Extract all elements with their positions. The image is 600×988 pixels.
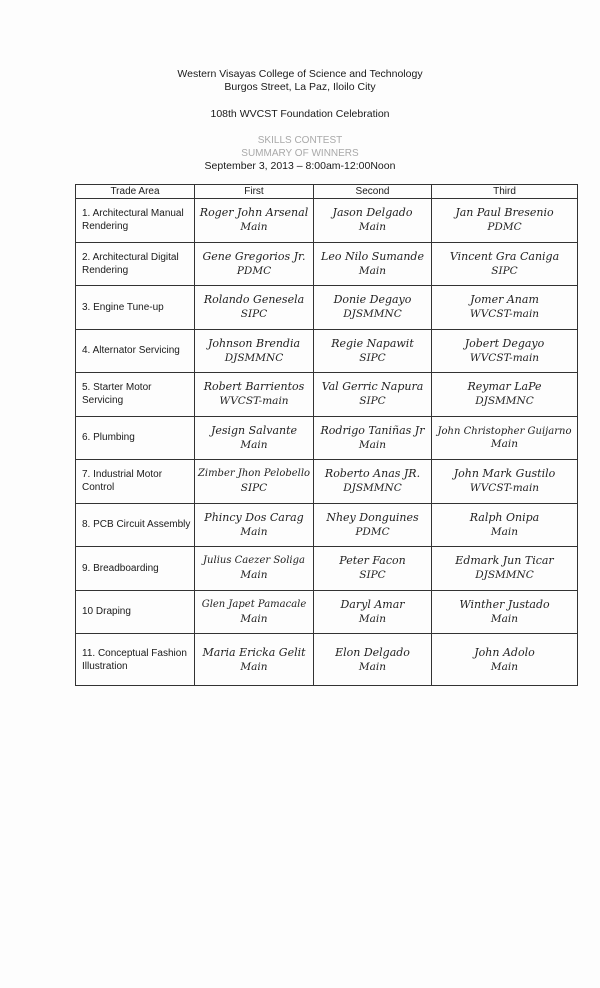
first-place-cell — [195, 373, 314, 417]
table-row — [76, 634, 578, 686]
first-place-cell — [195, 329, 314, 373]
winner-school: SIPC — [240, 308, 268, 321]
table-row — [76, 547, 578, 591]
table-row — [76, 329, 578, 373]
institution-address: Burgos Street, La Paz, Iloilo City — [224, 81, 376, 93]
winner-name: Jan Paul Bresenio — [455, 206, 554, 220]
winner-name: Roberto Anas JR. — [324, 467, 421, 481]
second-place-cell — [314, 634, 432, 686]
winner-school: SIPC — [359, 569, 386, 582]
winner-name: Ralph Onipa — [469, 510, 540, 524]
second-place-cell — [314, 503, 432, 547]
winner-name: Roger John Arsenal — [199, 206, 309, 220]
table-row — [76, 416, 578, 460]
first-place-cell — [195, 503, 314, 547]
winner-school: Main — [240, 612, 268, 625]
third-place-cell — [432, 547, 578, 591]
third-place-cell — [432, 242, 578, 286]
second-place-cell — [314, 373, 432, 417]
winner-name: Robert Barrientos — [203, 380, 305, 394]
winner-name: Zimber Jhon Pelobello — [197, 468, 311, 480]
trade-area-cell: 6. Plumbing — [76, 416, 195, 460]
winner-school: Main — [358, 612, 387, 625]
winner-school: DJSMMNC — [224, 351, 284, 364]
second-place-cell — [314, 286, 432, 330]
winner-school: Main — [490, 612, 519, 625]
winner-name: Winther Justado — [459, 597, 550, 611]
winner-name: Jobert Degayo — [464, 336, 545, 350]
summary-title: SUMMARY OF WINNERS — [241, 148, 359, 159]
winner-school: Main — [240, 438, 268, 451]
third-place-cell — [432, 373, 578, 417]
winner-name: Nhey Donguines — [326, 510, 419, 524]
winner-name: John Mark Gustilo — [453, 467, 556, 481]
winner-school: Main — [240, 569, 268, 582]
winner-school: WVCST-main — [469, 351, 540, 364]
winner-name: Reymar LaPe — [467, 380, 542, 394]
third-place-cell — [432, 634, 578, 686]
second-place-cell — [314, 590, 432, 634]
winner-school: Main — [490, 437, 519, 450]
winner-name: Regie Napawit — [331, 336, 414, 350]
winner-name: Gene Gregorios Jr. — [202, 249, 306, 263]
winner-school: Main — [358, 438, 387, 451]
winner-name: Jesign Salvante — [210, 423, 298, 437]
third-place-cell — [432, 199, 578, 243]
table-row — [76, 242, 578, 286]
table-row — [76, 373, 578, 417]
first-place-cell — [195, 547, 314, 591]
table-row — [76, 590, 578, 634]
winner-name: Rodrigo Taniñas Jr — [320, 423, 425, 437]
schedule-line: September 3, 2013 – 8:00am-12:00Noon — [204, 160, 396, 172]
winner-school: Main — [358, 264, 387, 277]
winner-school: DJSMMNC — [343, 482, 402, 495]
second-place-cell — [314, 416, 432, 460]
second-place-cell — [314, 242, 432, 286]
third-place-cell — [432, 460, 578, 504]
winner-name: Jomer Anam — [470, 293, 539, 307]
winner-name: Maria Ericka Gelit — [202, 645, 306, 659]
winners-table — [75, 184, 578, 686]
table-header-row — [76, 185, 578, 199]
table-row — [76, 199, 578, 243]
first-place-cell — [195, 286, 314, 330]
winner-name: Donie Degayo — [333, 293, 412, 307]
second-place-cell — [314, 547, 432, 591]
second-place-cell — [314, 329, 432, 373]
trade-area-cell: 9. Breadboarding — [76, 547, 195, 591]
first-place-cell — [195, 634, 314, 686]
winner-name: Leo Nilo Sumande — [321, 249, 424, 263]
third-place-cell — [432, 503, 578, 547]
winner-name: Glen Japet Pamacale — [201, 598, 307, 610]
contest-title-block — [0, 134, 600, 173]
winner-school: Main — [490, 525, 519, 538]
second-place-cell — [314, 199, 432, 243]
table-row — [76, 503, 578, 547]
contest-title: SKILLS CONTEST — [257, 135, 343, 146]
trade-area-cell: 4. Alternator Servicing — [76, 329, 195, 373]
winner-name: Rolando Genesela — [203, 293, 305, 307]
event-title-block — [0, 108, 600, 121]
winner-name: Peter Facon — [339, 554, 406, 568]
winner-name: Daryl Amar — [340, 597, 405, 611]
winner-school: WVCST-main — [469, 482, 540, 495]
winner-name: Phincy Dos Carag — [204, 510, 304, 524]
first-place-cell — [195, 460, 314, 504]
winner-name: Vincent Gra Caniga — [449, 249, 560, 263]
column-header-second: Second — [314, 185, 432, 199]
winner-name: Jason Delgado — [332, 206, 413, 220]
winner-school: PDMC — [355, 525, 390, 538]
trade-area-cell: 3. Engine Tune-up — [76, 286, 195, 330]
event-title: 108th WVCST Foundation Celebration — [210, 108, 390, 120]
winner-school: DJSMMNC — [475, 395, 534, 408]
winner-name: Johnson Brendia — [207, 336, 301, 350]
third-place-cell — [432, 329, 578, 373]
winner-school: SIPC — [359, 351, 386, 364]
winner-name: Edmark Jun Ticar — [455, 554, 554, 568]
winner-school: Main — [490, 660, 519, 673]
winner-school: Main — [358, 660, 387, 673]
trade-area-cell: 2. Architectural Digital Rendering — [76, 242, 195, 286]
winner-school: DJSMMNC — [343, 308, 402, 321]
first-place-cell — [195, 416, 314, 460]
first-place-cell — [195, 242, 314, 286]
first-place-cell — [195, 590, 314, 634]
winner-school: Main — [240, 660, 268, 673]
winner-school: Main — [240, 525, 268, 538]
third-place-cell — [432, 416, 578, 460]
winner-school: SIPC — [240, 482, 268, 495]
winner-school: WVCST-main — [469, 308, 540, 321]
second-place-cell — [314, 460, 432, 504]
winner-school: PDMC — [236, 264, 272, 277]
column-header-first: First — [195, 185, 314, 199]
trade-area-cell: 7. Industrial Motor Control — [76, 460, 195, 504]
winner-school: DJSMMNC — [475, 569, 534, 582]
trade-area-cell: 8. PCB Circuit Assembly — [76, 503, 195, 547]
third-place-cell — [432, 590, 578, 634]
third-place-cell — [432, 286, 578, 330]
winner-name: John Adolo — [474, 645, 535, 659]
table-row — [76, 460, 578, 504]
institution-name: Western Visayas College of Science and Technology — [177, 68, 423, 80]
trade-area-cell: 1. Architectural Manual Rendering — [76, 199, 195, 243]
column-header-third: Third — [432, 185, 578, 199]
winner-name: Elon Delgado — [335, 645, 410, 659]
winner-school: Main — [358, 221, 387, 234]
winner-school: SIPC — [491, 264, 518, 277]
trade-area-cell: 11. Conceptual Fashion Illustration — [76, 634, 195, 686]
winner-school: WVCST-main — [219, 395, 289, 408]
winner-name: John Christopher Guijarno — [437, 425, 572, 437]
winner-school: SIPC — [359, 395, 386, 408]
first-place-cell — [195, 199, 314, 243]
column-header-trade-area: Trade Area — [76, 185, 195, 199]
winner-school: Main — [240, 221, 268, 234]
winner-name: Julius Caezer Soliga — [203, 555, 305, 567]
trade-area-cell: 10 Draping — [76, 590, 195, 634]
trade-area-cell: 5. Starter Motor Servicing — [76, 373, 195, 417]
winner-school: PDMC — [487, 221, 522, 234]
table-row — [76, 286, 578, 330]
winner-name: Val Gerric Napura — [321, 380, 424, 394]
letterhead — [0, 68, 600, 94]
